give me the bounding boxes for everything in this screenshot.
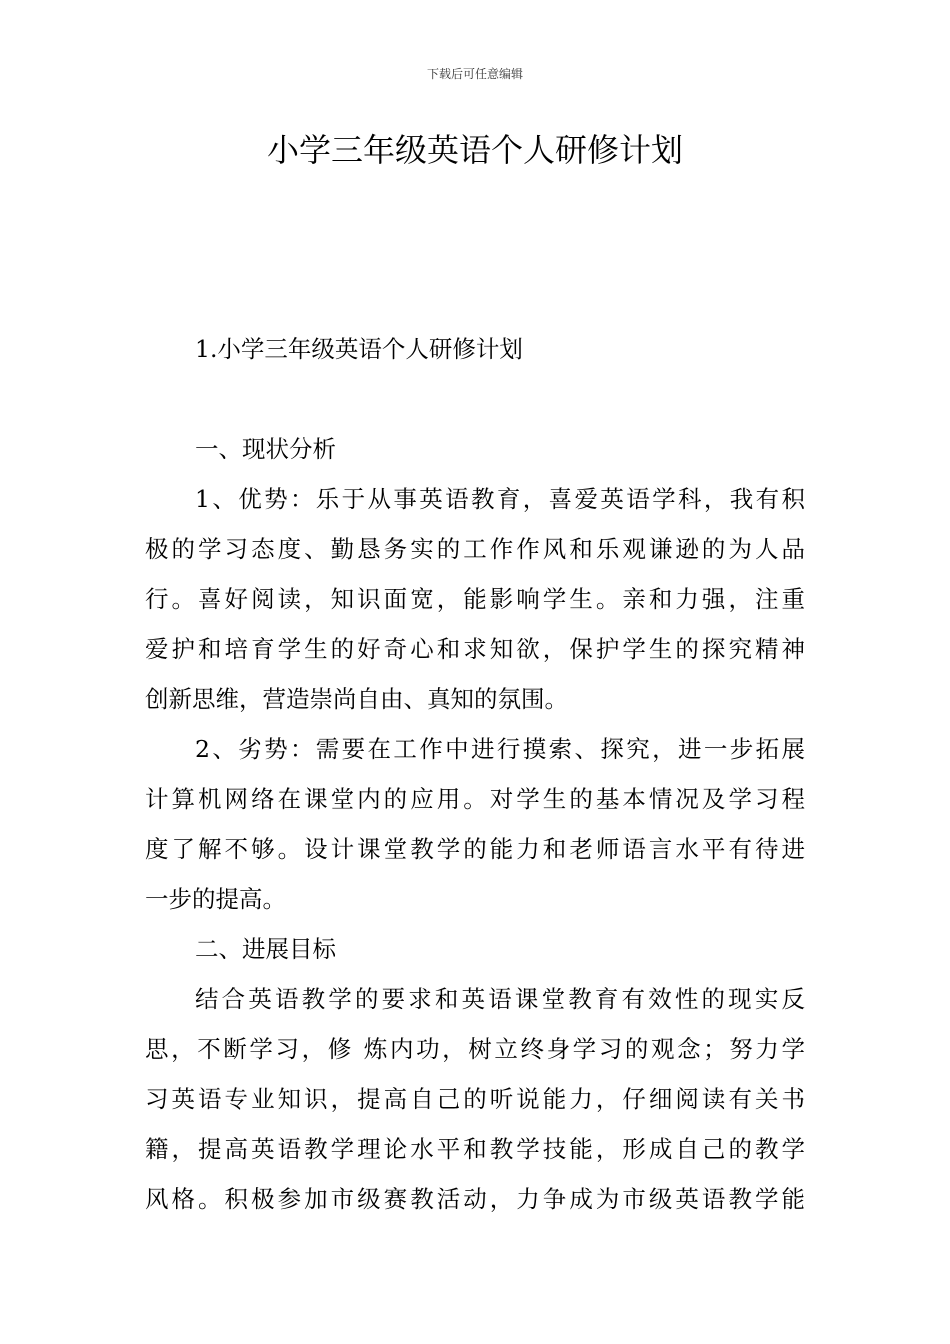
paragraph-line: 创新思维，营造崇尚自由、真知的氛围。 [145,685,568,713]
paragraph-line: 一步的提高。 [145,885,286,913]
section-heading-numbered-title: 1.小学三年级英语个人研修计划 [195,335,523,363]
header-note: 下载后可任意编辑 [426,67,523,81]
paragraph-line: 结合英语教学的要求和英语课堂教育有效性的现实反 [195,985,805,1013]
document-body [145,324,805,1224]
paragraph-line: 极的学习态度、勤恳务实的工作作风和乐观谦逊的为人品 [145,535,805,563]
paragraph-line: 计算机网络在课堂内的应用。对学生的基本情况及学习程 [145,785,805,813]
paragraph-line: 籍，提高英语教学理论水平和教学技能，形成自己的教学 [145,1135,805,1163]
paragraph-line: 1、优势：乐于从事英语教育，喜爱英语学科，我有积 [195,485,805,513]
document-title: 小学三年级英语个人研修计划 [266,131,683,169]
paragraph-line: 思，不断学习，修 炼内功，树立终身学习的观念；努力学 [145,1035,805,1063]
paragraph-line: 行。喜好阅读，知识面宽，能影响学生。亲和力强，注重 [145,585,805,613]
paragraph-line: 度了解不够。设计课堂教学的能力和老师语言水平有待进 [145,835,805,863]
section-heading-status-analysis: 一、现状分析 [195,435,336,463]
paragraph-line: 2、劣势：需要在工作中进行摸索、探究，进一步拓展 [195,735,805,763]
paragraph-line: 风格。积极参加市级赛教活动，力争成为市级英语教学能 [145,1185,805,1213]
section-heading-development-goals: 二、进展目标 [195,935,336,963]
paragraph-line: 爱护和培育学生的好奇心和求知欲，保护学生的探究精神 [145,635,805,663]
paragraph-line: 习英语专业知识，提高自己的听说能力，仔细阅读有关书 [145,1085,805,1113]
blank-line [145,374,805,424]
